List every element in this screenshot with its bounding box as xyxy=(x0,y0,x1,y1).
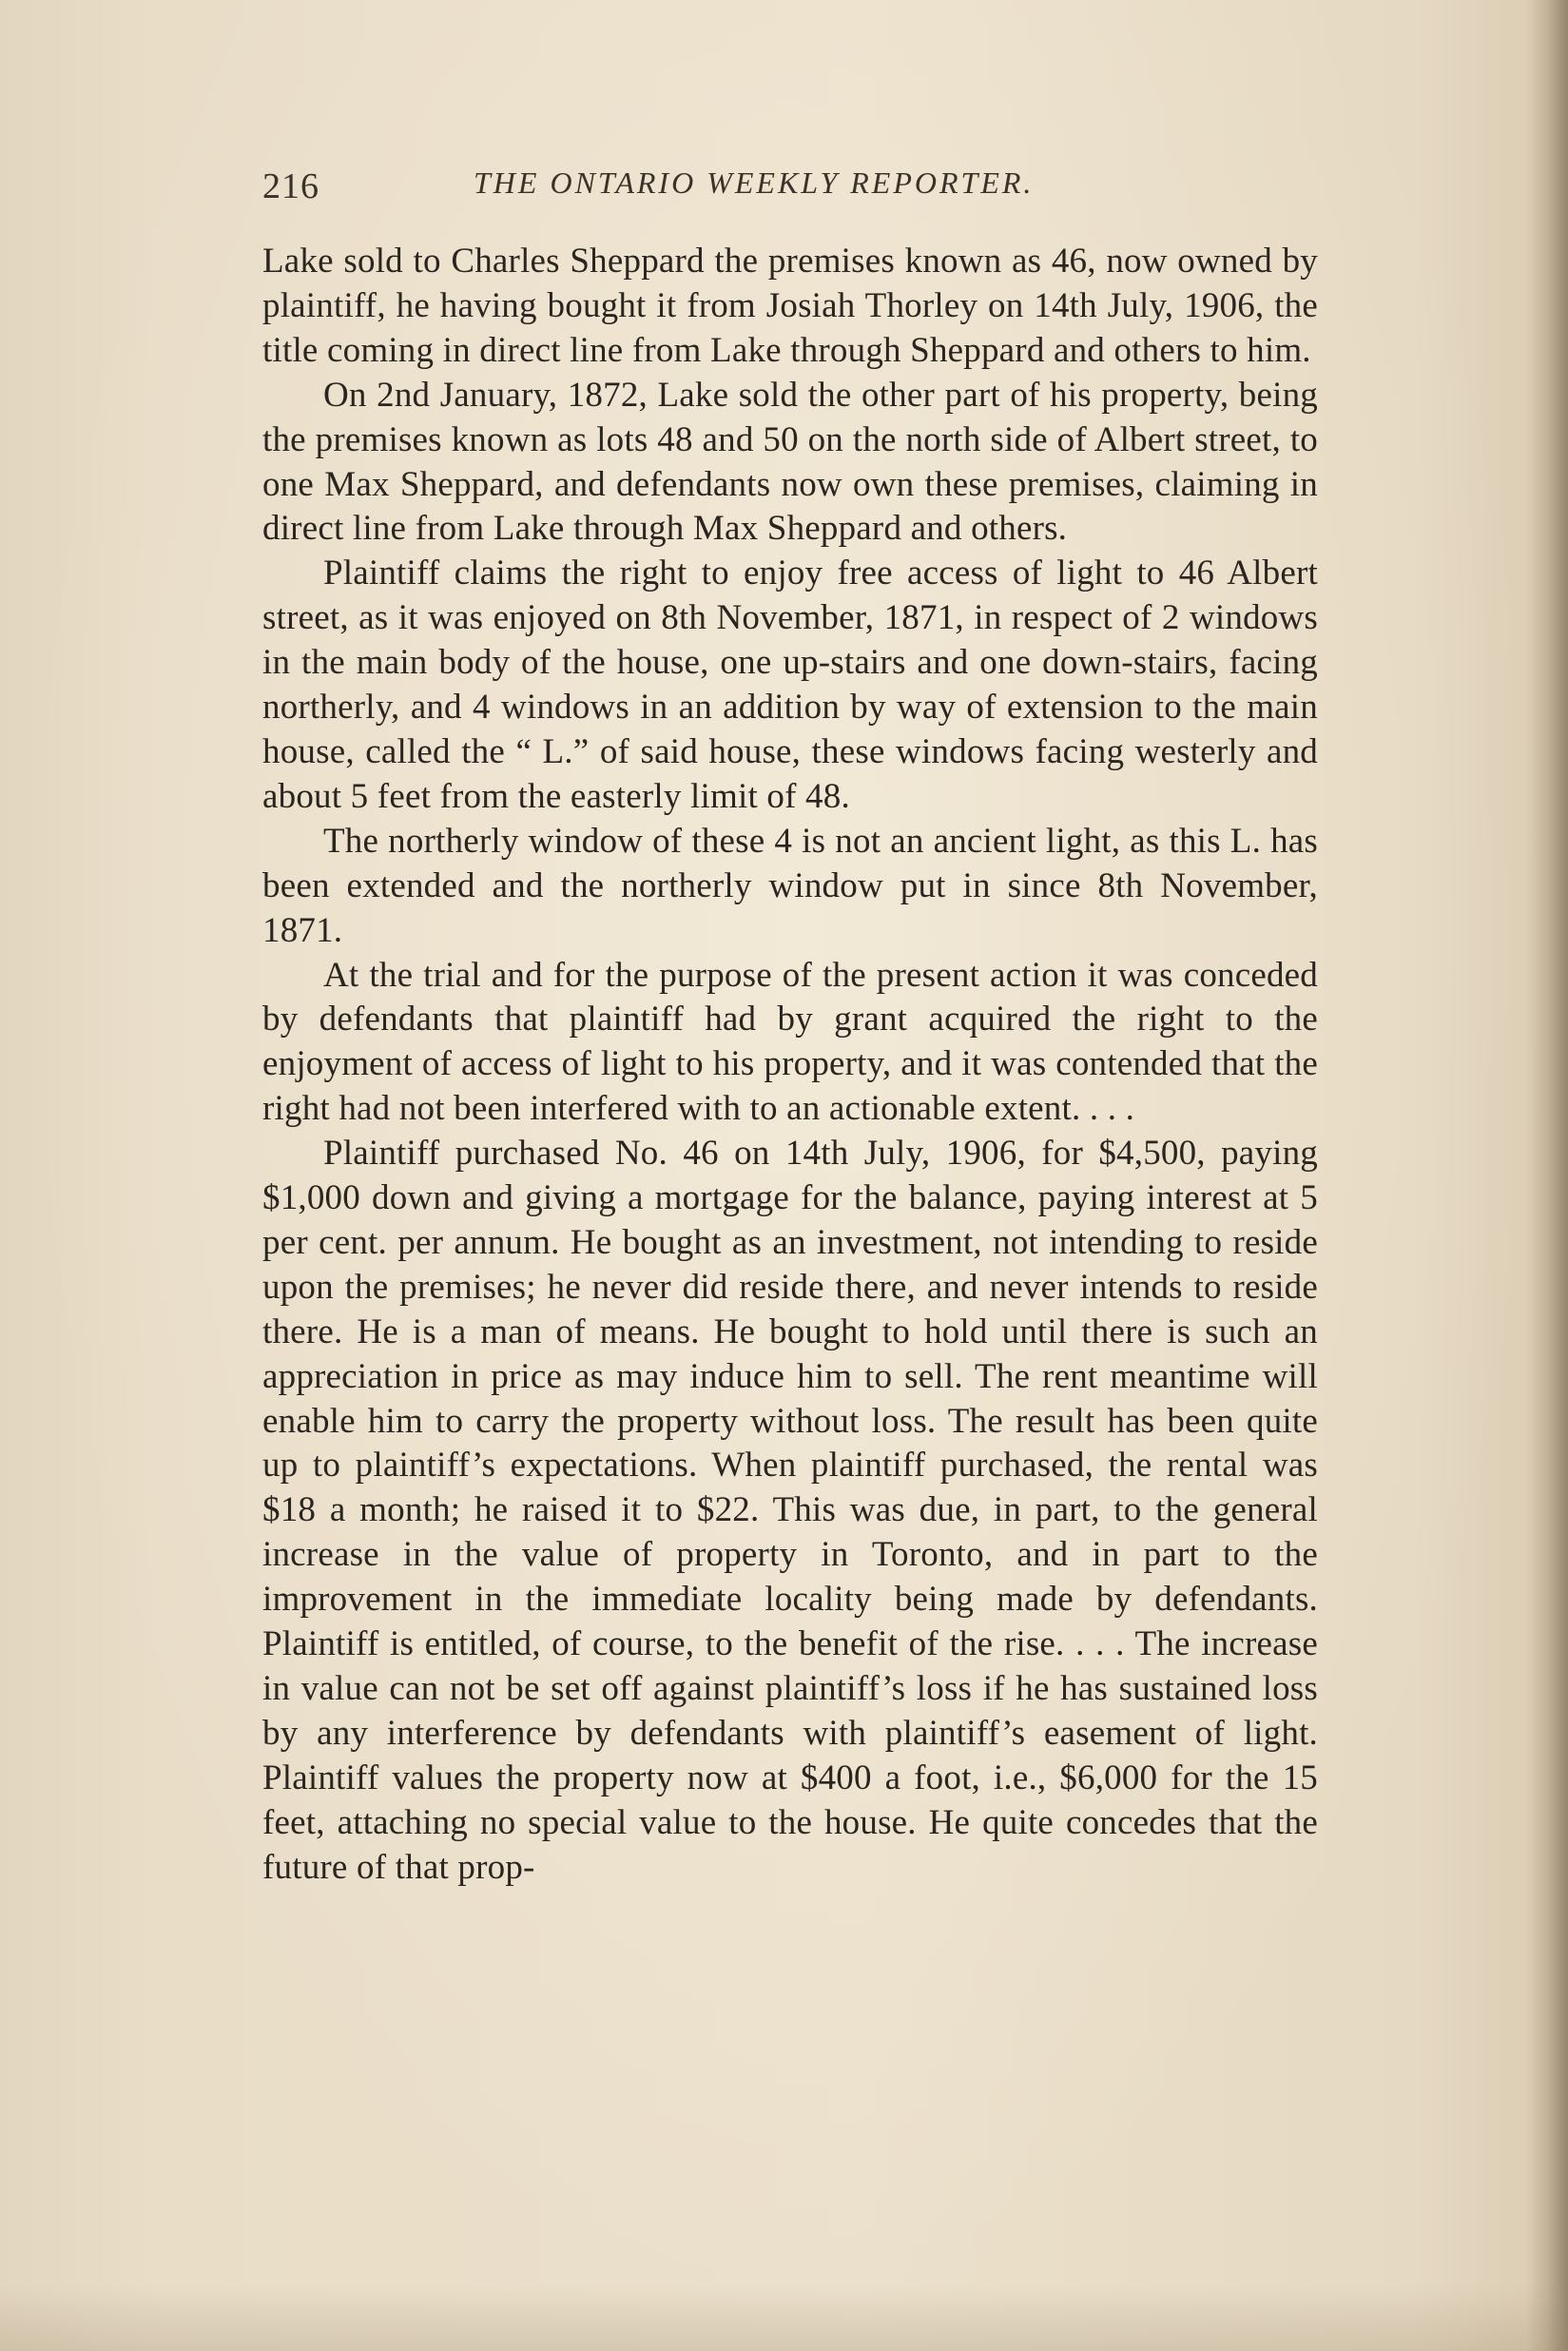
paragraph: At the trial and for the purpose of the present action it was conceded by defendants that plaintiff had by grant acquired the right to the enjoyment of access of light to his property, and it was contended that the right had not been interfered with to an actionable extent. . . . xyxy=(262,955,1318,1129)
body-text xyxy=(262,240,1318,1891)
paragraph: On 2nd January, 1872, Lake sold the other part of his property, being the premises known as lots 48 and 50 on the north side of Albert street, to one Max Sheppard, and defendants now own these premises, claiming in direct line from Lake through Max Sheppard and others. xyxy=(262,375,1318,549)
page-number: 216 xyxy=(262,166,319,206)
paragraph-continued: Lake sold to Charles Sheppard the premises known as 46, now owned by plaintiff, he having bought it from Josiah Thorley on 14th July, 1906, the title coming in direct line from Lake through Sheppard and others to him. xyxy=(262,242,1318,370)
page-bottom-shadow xyxy=(0,2284,1568,2351)
paragraph: The northerly window of these 4 is not an ancient light, as this L. has been extended and the northerly window put in since 8th November, 1871. xyxy=(262,821,1318,950)
journal-title: THE ONTARIO WEEKLY REPORTER. xyxy=(474,165,1035,200)
paragraph: Plaintiff claims the right to enjoy free access of light to 46 Albert street, as it was enjoyed on 8th November, 1871, in respect of 2 windows in the main body of the house, one up-stairs and one down-stairs, facing northerly, and 4 windows in an addition by way of extension to the main house, called the “ L.” of said house, these windows facing westerly and about 5 feet from the easterly limit of 48. xyxy=(262,554,1318,816)
running-head xyxy=(262,160,1318,217)
paragraph: Plaintiff purchased No. 46 on 14th July, 1906, for $4,500, paying $1,000 down and giving a mortgage for the balance, paying interest at 5 per cent. per annum. He bought as an investment, not intending to reside upon the premises; he never did reside there, and never intends to reside there. He is a man of means. He bought to hold until there is such an appreciation in price as may induce him to sell. The rent meantime will enable him to carry the property without loss. The result has been quite up to plaintiff’s expectations. When plaintiff purchased, the rental was $18 a month; he raised it to $22. This was due, in part, to the general increase in the value of property in Toronto, and in part to the improvement in the immediate locality being made by defendants. Plaintiff is entitled, of course, to the benefit of the rise. . . . The increase in value can not be set off against plaintiff’s loss if he has sustained loss by any interference by defendants with plaintiff’s easement of light. Plaintiff values the property now at $400 a foot, i.e., $6,000 for the 15 feet, attaching no special value to the house. He quite concedes that the future of that prop- xyxy=(262,1134,1318,1887)
page-binding-shadow xyxy=(1526,0,1568,2351)
